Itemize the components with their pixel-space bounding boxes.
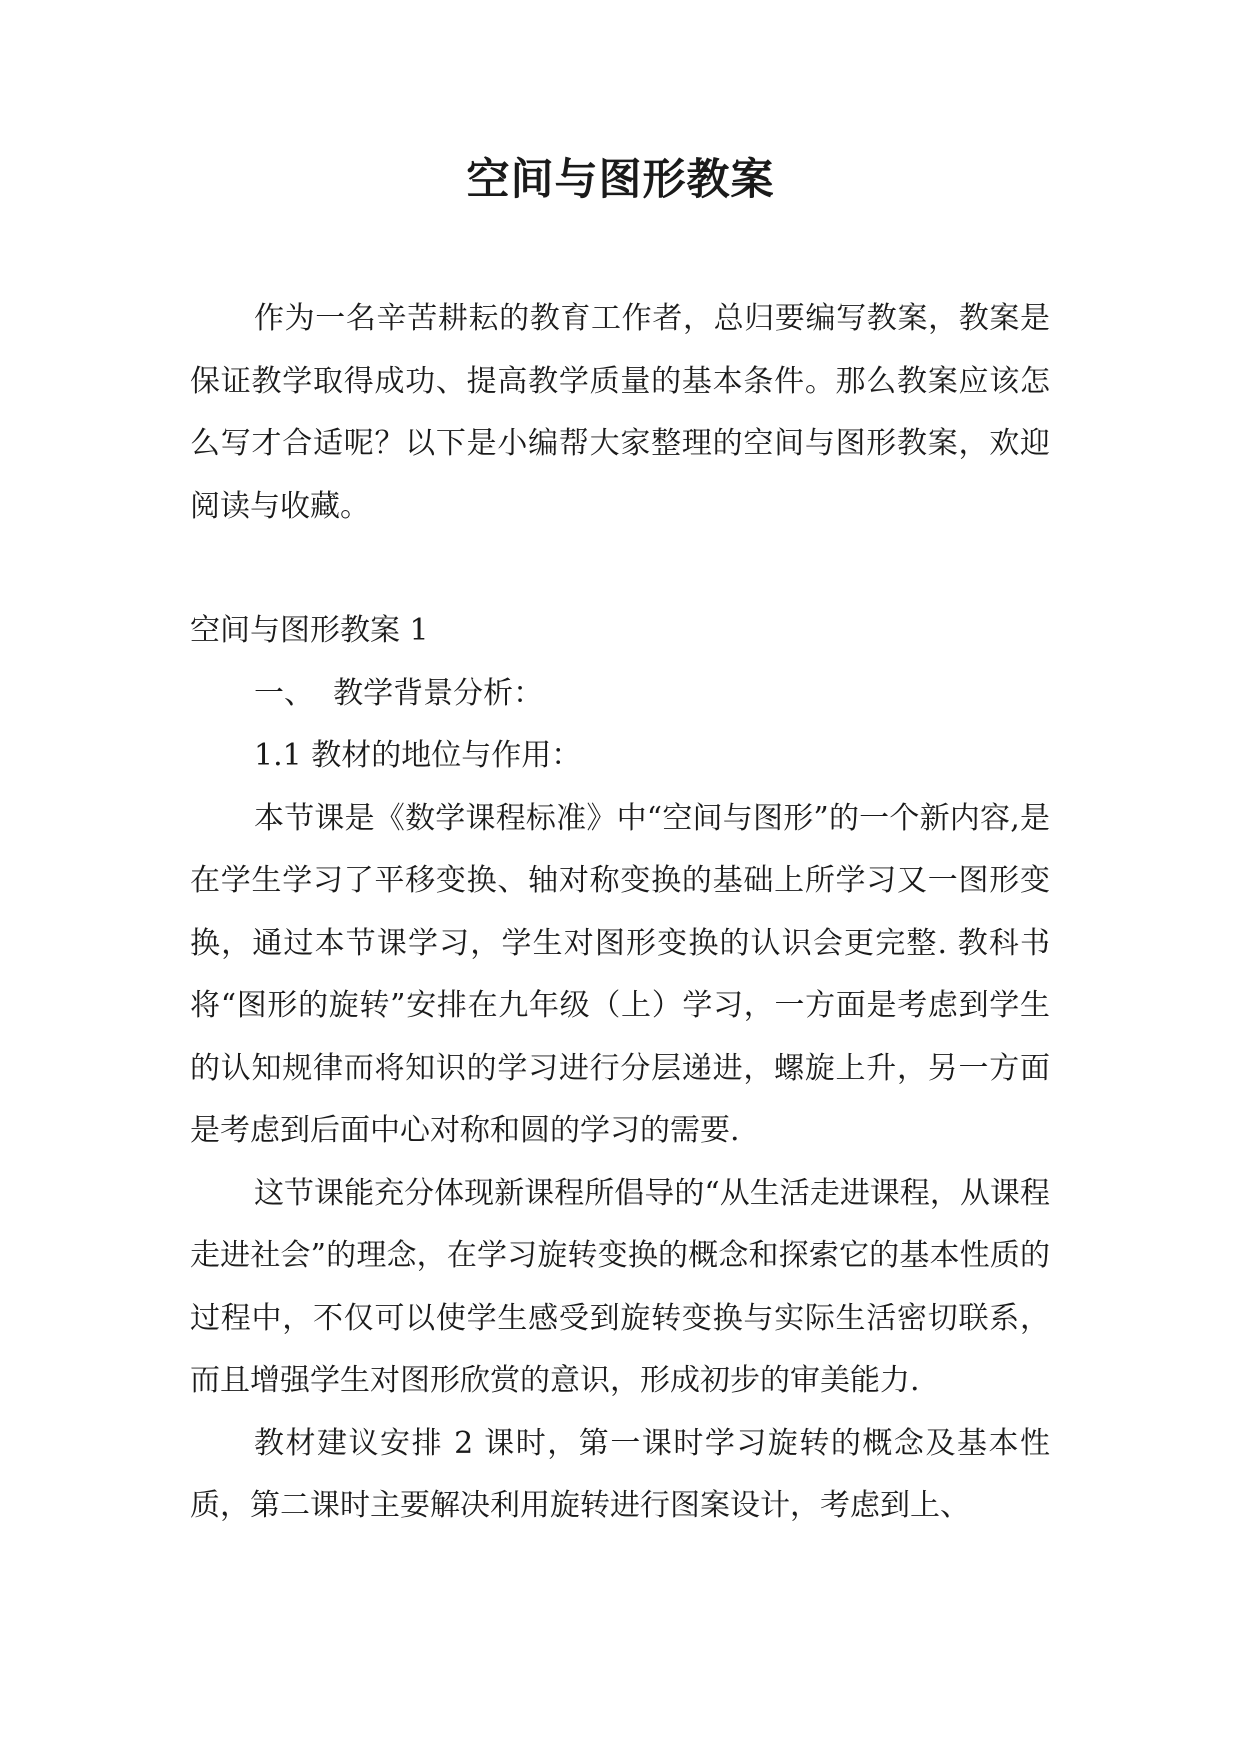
subheading-background-analysis: 一、 教学背景分析：: [254, 675, 544, 711]
body-paragraph-3: 教材建议安排 2 课时，第一课时学习旋转的概念及基本性质，第二课时主要解决利用旋转进行图案设计，考虑到上、: [190, 1425, 1050, 1523]
body-paragraph-1: 本节课是《数学课程标准》中“空间与图形”的一个新内容,是在学生学习了平移变换、轴对称变换的基础上所学习又一图形变换，通过本节课学习，学生对图形变换的认识会更完整. 教科书将“图形的旋转”安排在九年级（上）学习，一方面是考虑到学生的认知规律而将知识的学习进行分层递进，螺旋上升，另一方面是考虑到后面中心对称和圆的学习的需要.: [190, 800, 1050, 1148]
document-title: 空间与图形教案: [466, 155, 775, 205]
intro-paragraph: 作为一名辛苦耕耘的教育工作者，总归要编写教案，教案是保证教学取得成功、提高教学质量的基本条件。那么教案应该怎么写才合适呢？以下是小编帮大家整理的空间与图形教案，欢迎阅读与收藏。: [190, 301, 1050, 524]
body-paragraph-2: 这节课能充分体现新课程所倡导的“从生活走进课程，从课程走进社会”的理念，在学习旋转变换的概念和探索它的基本性质的过程中，不仅可以使学生感受到旋转变换与实际生活密切联系，而且增强学生对图形欣赏的意识，形成初步的审美能力.: [190, 1175, 1050, 1398]
subheading-textbook-role: 1.1 教材的地位与作用：: [254, 738, 582, 773]
document-body: [190, 288, 1050, 1538]
section-heading: 空间与图形教案 1: [190, 613, 429, 648]
